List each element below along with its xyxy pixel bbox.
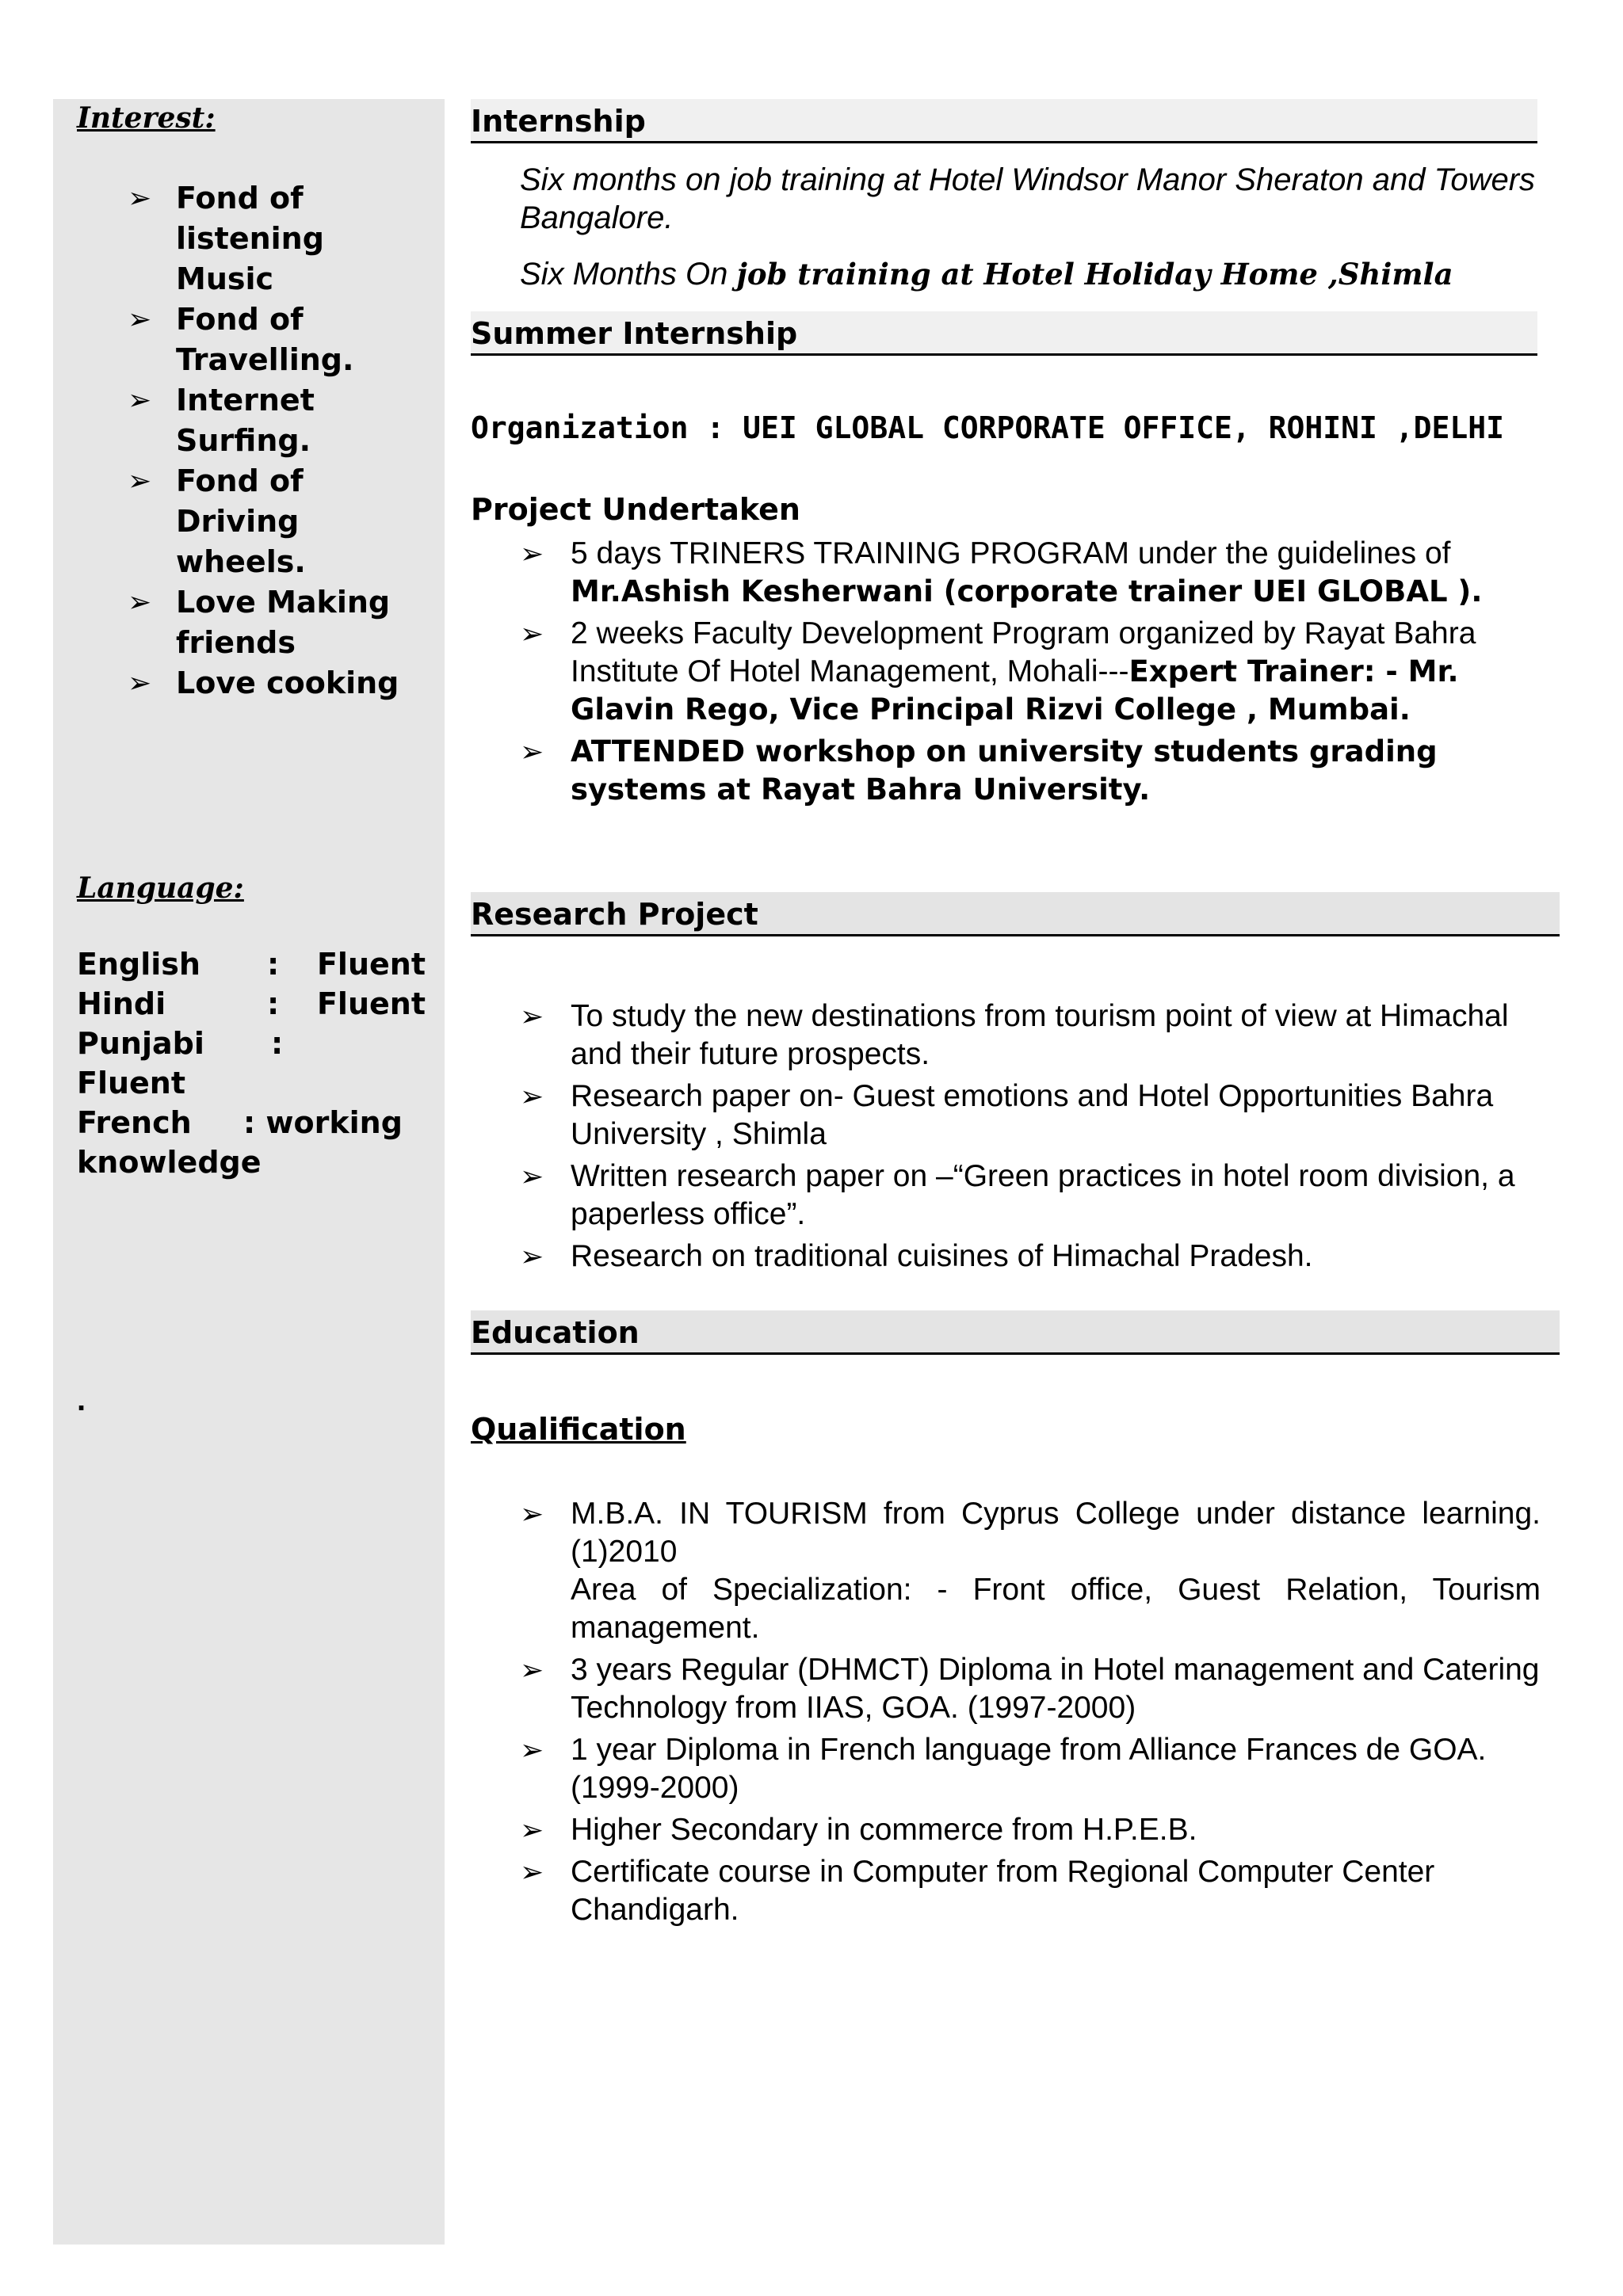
arrow-bullet-icon: ➢ bbox=[128, 303, 152, 336]
arrow-bullet-icon: ➢ bbox=[128, 182, 152, 215]
list-item: ➢ 5 days TRINERS TRAINING PROGRAM under the guidelines of Mr.Ashish Kesherwani (corporate trainer UEI GLOBAL ). bbox=[520, 536, 1483, 608]
list-item: ➢ Written research paper on –“Green practices in hotel room division, a paperless office”. bbox=[520, 1159, 1515, 1231]
language-row-punjabi: Punjabi : bbox=[77, 1026, 284, 1061]
arrow-bullet-icon: ➢ bbox=[128, 667, 152, 700]
list-item: ➢ ATTENDED workshop on university students grading systems at Rayat Bahra University. bbox=[520, 734, 1438, 807]
list-item: ➢ Internet Surfing. bbox=[77, 380, 426, 461]
list-item: ➢ Fond of Driving wheels. bbox=[77, 461, 426, 582]
language-row-french: French : working bbox=[77, 1105, 403, 1140]
arrow-bullet-icon: ➢ bbox=[520, 1653, 544, 1686]
research-list bbox=[471, 997, 1517, 1280]
research-project-heading: Research Project bbox=[471, 892, 1560, 936]
education-heading: Education bbox=[471, 1310, 1560, 1355]
list-item: ➢ Higher Secondary in commerce from H.P.E.B. bbox=[471, 1811, 1541, 1849]
arrow-bullet-icon: ➢ bbox=[520, 617, 544, 650]
list-item: ➢ M.B.A. IN TOURISM from Cyprus College under distance learning. (1)2010 Area of Specialization: - Front office, Guest Relation, Tourism management. bbox=[520, 1497, 1541, 1645]
list-item: ➢ Love Making friends bbox=[77, 582, 426, 663]
arrow-bullet-icon: ➢ bbox=[520, 1000, 544, 1032]
qualification-label: Qualification bbox=[471, 1412, 686, 1447]
language-row-fluent: Fluent bbox=[77, 1066, 186, 1100]
list-item: ➢ Love cooking bbox=[77, 663, 426, 704]
arrow-bullet-icon: ➢ bbox=[520, 1855, 544, 1888]
internship-heading: Internship bbox=[471, 99, 1537, 143]
internship-line-2: Six Months On job training at Hotel Holiday Home ,Shimla bbox=[520, 257, 1453, 292]
project-list bbox=[471, 535, 1541, 813]
arrow-bullet-icon: ➢ bbox=[128, 465, 152, 498]
project-undertaken-label: Project Undertaken bbox=[471, 492, 800, 527]
arrow-bullet-icon: ➢ bbox=[520, 537, 544, 570]
arrow-bullet-icon: ➢ bbox=[520, 1497, 544, 1530]
arrow-bullet-icon: ➢ bbox=[520, 1080, 544, 1112]
language-row-knowledge: knowledge bbox=[77, 1145, 262, 1180]
stray-dot: . bbox=[77, 1383, 86, 1417]
list-item: ➢ Fond of listening Music bbox=[77, 178, 426, 299]
language-table bbox=[77, 944, 426, 1182]
language-row-hindi: Hindi : Fluent bbox=[77, 986, 426, 1021]
list-item: ➢ Fond of Travelling. bbox=[77, 299, 426, 380]
arrow-bullet-icon: ➢ bbox=[128, 586, 152, 619]
internship-line-1: Six months on job training at Hotel Windsor Manor Sheraton and Towers Bangalore. bbox=[520, 162, 1536, 235]
list-item: ➢ Research on traditional cuisines of Himachal Pradesh. bbox=[471, 1238, 1517, 1276]
arrow-bullet-icon: ➢ bbox=[520, 735, 544, 768]
list-item: ➢ To study the new destinations from tourism point of view at Himachal and their future prospects. bbox=[520, 999, 1509, 1071]
arrow-bullet-icon: ➢ bbox=[128, 384, 152, 417]
arrow-bullet-icon: ➢ bbox=[520, 1240, 544, 1272]
list-item: ➢ 1 year Diploma in French language from Alliance Frances de GOA.(1999-2000) bbox=[520, 1733, 1487, 1805]
organization-line: Organization : UEI GLOBAL CORPORATE OFFICE, ROHINI ,DELHI bbox=[471, 410, 1505, 445]
arrow-bullet-icon: ➢ bbox=[520, 1733, 544, 1766]
arrow-bullet-icon: ➢ bbox=[520, 1814, 544, 1846]
interest-list bbox=[77, 178, 426, 704]
list-item: ➢ Certificate course in Computer from Regional Computer Center Chandigarh. bbox=[520, 1855, 1435, 1927]
interest-heading: Interest: bbox=[77, 101, 216, 135]
list-item: ➢ 3 years Regular (DHMCT) Diploma in Hotel management and Catering Technology from IIAS, GOA. (1997-2000) bbox=[520, 1653, 1540, 1725]
language-heading: Language: bbox=[77, 871, 244, 905]
list-item: ➢ Research paper on- Guest emotions and Hotel Opportunities Bahra University , Shimla bbox=[520, 1079, 1494, 1151]
education-list bbox=[471, 1495, 1541, 1933]
summer-internship-heading: Summer Internship bbox=[471, 311, 1537, 356]
arrow-bullet-icon: ➢ bbox=[520, 1160, 544, 1192]
list-item: ➢ 2 weeks Faculty Development Program organized by Rayat Bahra Institute Of Hotel Management, Mohali---Expert Trainer: - Mr. Glavin Rego, Vice Principal Rizvi College , Mumbai. bbox=[520, 616, 1476, 727]
language-row-english: English : Fluent bbox=[77, 947, 426, 982]
